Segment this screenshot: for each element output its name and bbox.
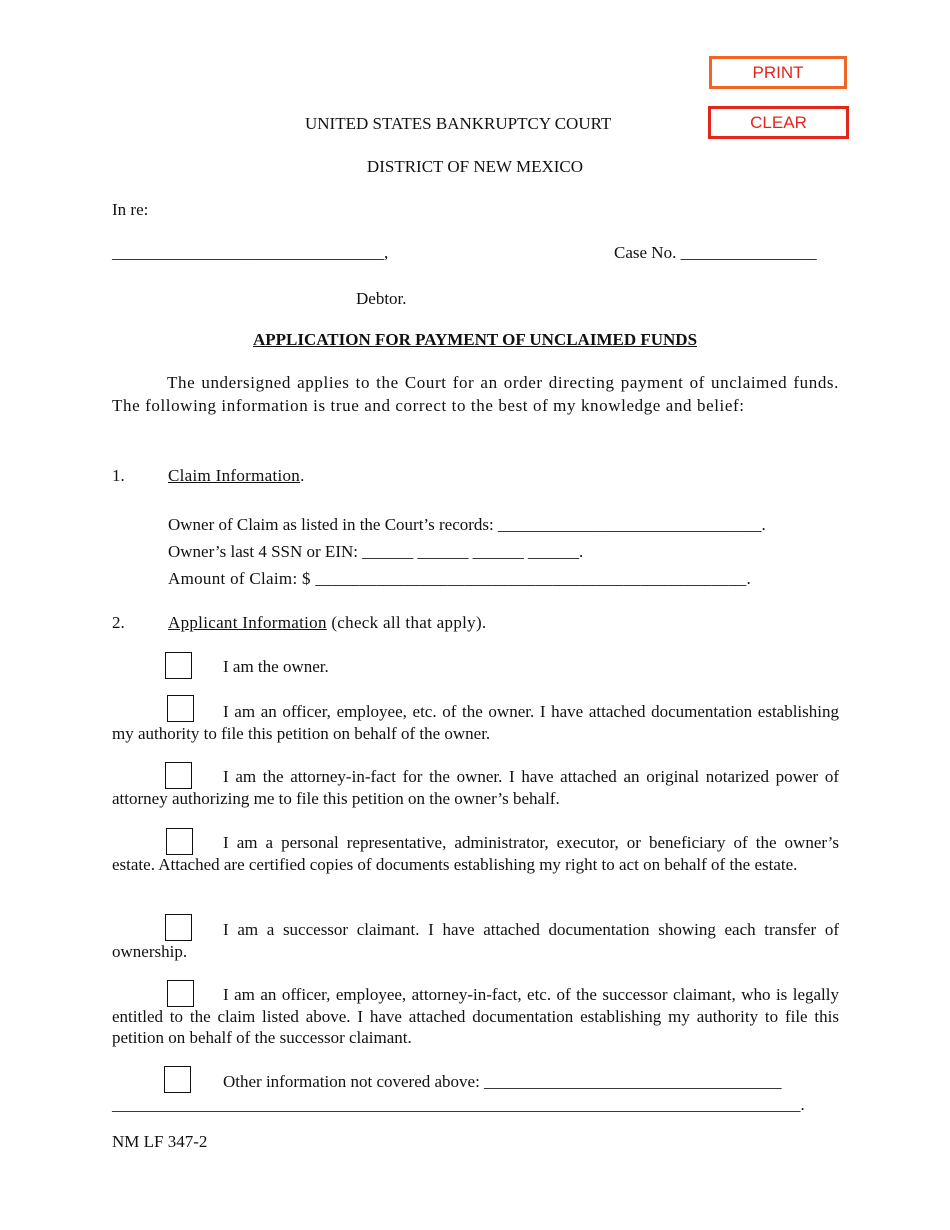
owner-of-claim-field[interactable]: Owner of Claim as listed in the Court’s records: _______________________________.	[168, 515, 766, 534]
option-attorney-in-fact-text: I am the attorney-in-fact for the owner. I have attached an original notarized power of attorney authorizing me to file this petition on the owner’s behalf.	[112, 767, 839, 808]
applicant-information-heading: Applicant Information	[168, 613, 327, 632]
option-officer-of-owner-text: I am an officer, employee, etc. of the owner. I have attached documentation establishing my authority to file this petition on behalf of the owner.	[112, 702, 839, 743]
amount-of-claim-field[interactable]: Amount of Claim: $ _________________________________________________.	[168, 569, 752, 588]
heading-period: .	[300, 466, 305, 485]
option-other-information-text[interactable]: Other information not covered above: ___________________________________	[223, 1072, 782, 1091]
in-re-label: In re:	[112, 200, 149, 219]
debtor-label: Debtor.	[356, 289, 407, 308]
heading-instruction: (check all that apply).	[326, 613, 487, 632]
section-1-number: 1.	[112, 466, 125, 485]
other-information-line[interactable]: _________________________________________________________________________________.	[112, 1095, 805, 1114]
debtor-name-line[interactable]: ________________________________,	[112, 243, 389, 262]
option-personal-representative-text: I am a personal representative, administrator, executor, or beneficiary of the owner’s estate. Attached are certified copies of documents establishing my right to act on behalf of the estate.	[112, 833, 839, 874]
section-1-heading	[168, 465, 305, 486]
district-name: DISTRICT OF NEW MEXICO	[366, 157, 584, 176]
checkbox-owner[interactable]	[165, 652, 192, 679]
option-owner-text: I am the owner.	[223, 657, 329, 676]
section-2-heading	[168, 612, 486, 633]
checkbox-other-information[interactable]	[164, 1066, 191, 1093]
court-name: UNITED STATES BANKRUPTCY COURT	[305, 114, 612, 133]
claim-information-heading: Claim Information	[168, 466, 301, 485]
case-number-field[interactable]: Case No. ________________	[614, 243, 817, 262]
clear-button[interactable]: CLEAR	[708, 106, 849, 139]
document-title: APPLICATION FOR PAYMENT OF UNCLAIMED FUNDS	[252, 330, 698, 349]
intro-paragraph: The undersigned applies to the Court for an order directing payment of unclaimed funds. The following information is true and correct to the best of my knowledge and belief:	[112, 373, 839, 415]
option-successor-claimant-text: I am a successor claimant. I have attached documentation showing each transfer of ownership.	[112, 920, 839, 961]
print-button[interactable]: PRINT	[709, 56, 847, 89]
section-2-number: 2.	[112, 613, 125, 632]
owner-ssn-ein-field[interactable]: Owner’s last 4 SSN or EIN: ______ ______ ______ ______.	[168, 542, 584, 561]
option-officer-of-successor-text: I am an officer, employee, attorney-in-fact, etc. of the successor claimant, who is legally entitled to the claim listed above. I have attached documentation establishing my authority to file this petition on behalf of the successor claimant.	[112, 985, 839, 1047]
form-identifier: NM LF 347-2	[112, 1132, 208, 1151]
